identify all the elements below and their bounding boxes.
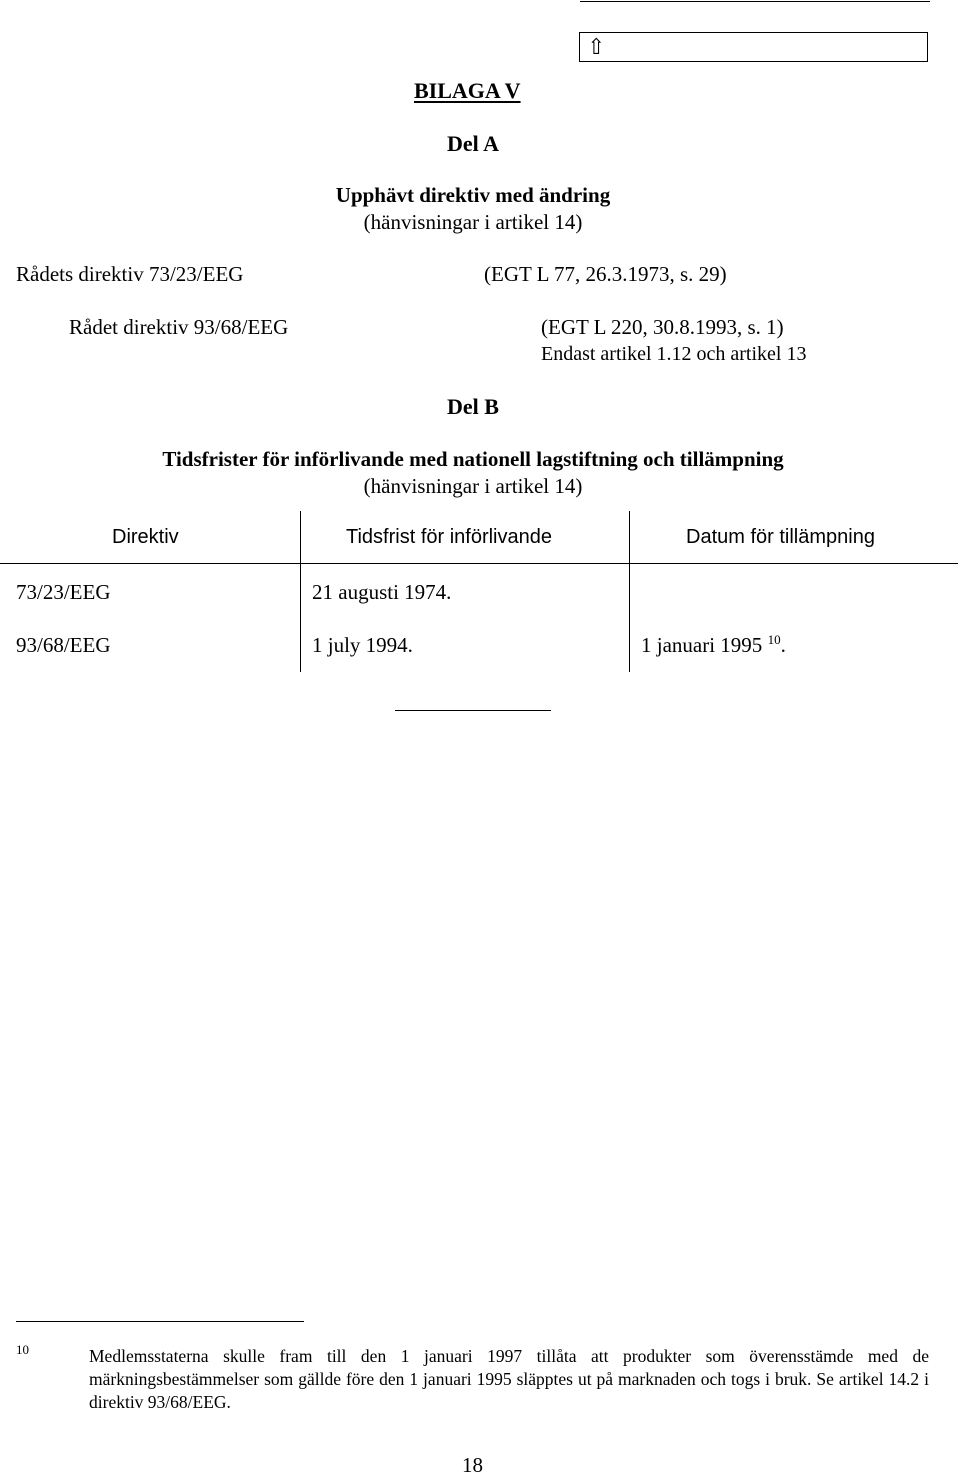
- top-rule: [580, 1, 930, 2]
- table-header-directive: Direktiv: [112, 526, 179, 548]
- page-number: 18: [462, 1453, 483, 1477]
- table-divider-2: [629, 511, 630, 672]
- footnote-text: Medlemsstaterna skulle fram till den 1 januari 1997 tillåta att produkter som överensstämde med de märkningsbestämmelser som gällde före den 1 januari 1995 släpptes ut på marknaden och togs i bruk. Se artikel 14.2 i direktiv 93/68/EEG.: [89, 1346, 929, 1412]
- back-to-top-link[interactable]: [579, 32, 928, 62]
- application-date-period: .: [780, 633, 786, 657]
- table-cell-directive: 73/23/EEG: [16, 580, 111, 604]
- table-cell-directive: 93/68/EEG: [16, 633, 111, 657]
- part-b-heading: Del B: [447, 394, 499, 419]
- footnote-rule: [16, 1321, 304, 1322]
- repealed-directive-1-source: (EGT L 77, 26.3.1973, s. 29): [484, 262, 727, 286]
- part-a-heading: Del A: [447, 131, 499, 156]
- table-cell-deadline: 1 july 1994.: [312, 633, 413, 657]
- annex-title: BILAGA V: [414, 78, 521, 103]
- footnote-mark: 10: [16, 1342, 29, 1357]
- up-arrow-icon: ⇧: [587, 34, 606, 59]
- table-header-deadline: Tidsfrist för införlivande: [346, 526, 552, 548]
- footnote-reference[interactable]: 10: [767, 632, 781, 647]
- part-b-subheading: Tidsfrister för införlivande med nationell lagstiftning och tillämpning: [162, 447, 784, 471]
- table-cell-deadline: 21 augusti 1974.: [312, 580, 452, 604]
- application-date: 1 januari 1995: [641, 633, 763, 657]
- table-header-rule: [0, 563, 958, 564]
- amending-directive-2-source: (EGT L 220, 30.8.1993, s. 1): [541, 315, 784, 339]
- table-cell-application: [641, 633, 786, 658]
- section-separator: [395, 710, 551, 711]
- part-b-reference: (hänvisningar i artikel 14): [363, 474, 583, 498]
- table-divider-1: [300, 511, 301, 672]
- part-a-reference: (hänvisningar i artikel 14): [363, 210, 583, 234]
- amending-directive-2: Rådet direktiv 93/68/EEG: [69, 315, 289, 339]
- part-a-subheading: Upphävt direktiv med ändring: [335, 183, 611, 207]
- repealed-directive-1: Rådets direktiv 73/23/EEG: [16, 262, 244, 286]
- table-header-application: Datum för tillämpning: [686, 526, 875, 548]
- amending-directive-2-note: Endast artikel 1.12 och artikel 13: [541, 343, 807, 365]
